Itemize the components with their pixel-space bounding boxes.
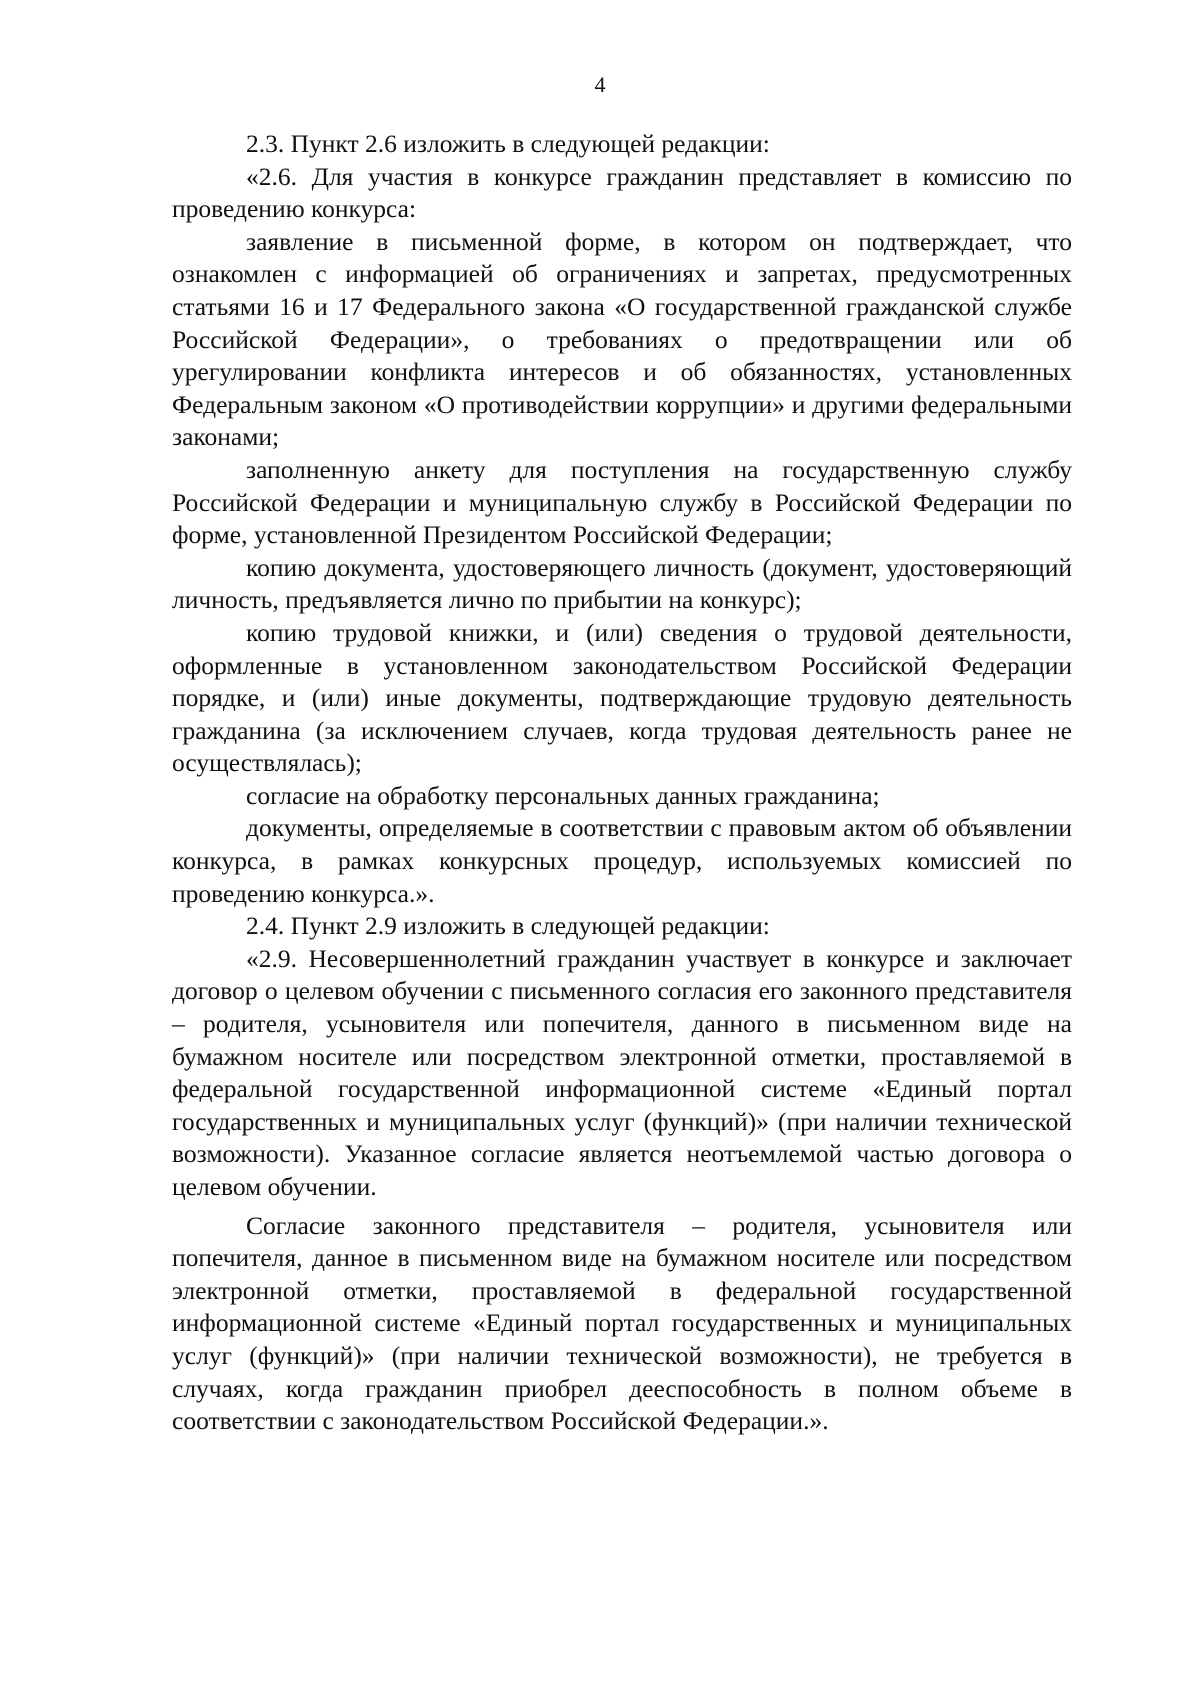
paragraph-2-3-heading: 2.3. Пункт 2.6 изложить в следующей редакции: — [246, 129, 770, 158]
paragraph-questionnaire: заполненную анкету для поступления на государственную службу Российской Федерации и муниципальную службу в Российской Федерации по форме, установленной Президентом Российской Федерации; — [172, 454, 1072, 550]
paragraph-employment-record: копию трудовой книжки, и (или) сведения о трудовой деятельности, оформленные в установленном законодательством Российской Федерации порядке, и (или) иные документы, подтверждающие трудовую деятельность гражданина (за исключением случаев, когда трудовая деятельность ранее не осуществлялась); — [172, 617, 1072, 778]
paragraph-2-9-minor-citizen: «2.9. Несовершеннолетний гражданин участвует в конкурсе и заключает договор о целевом обучении с письменного согласия его законного представителя – родителя, усыновителя или попечителя, данного в письменном виде на бумажном носителе или посредством электронной отметки, проставляемой в федеральной государственной информационной системе «Единый портал государственных и муниципальных услуг (функций)» (при наличии технической возможности). Указанное согласие является неотъемлемой частью договора о целевом обучении. — [172, 943, 1072, 1201]
paragraph-identity-document: копию документа, удостоверяющего личность (документ, удостоверяющий личность, предъявляется лично по прибытии на конкурс); — [172, 552, 1072, 615]
document-body — [172, 128, 1072, 1438]
paragraph-consent-not-required: Согласие законного представителя – родителя, усыновителя или попечителя, данное в письменном виде на бумажном носителе или посредством электронной отметки, проставляемой в федеральной государственной информационной системе «Единый портал государственных и муниципальных услуг (функций)» (при наличии технической возможности), не требуется в случаях, когда гражданин приобрел дееспособность в полном объеме в соответствии с законодательством Российской Федерации.». — [172, 1210, 1072, 1436]
paragraph-2-4-heading: 2.4. Пункт 2.9 изложить в следующей редакции: — [246, 911, 770, 941]
paragraph-other-documents: документы, определяемые в соответствии с правовым актом об объявлении конкурса, в рамках конкурсных процедур, используемых комиссией по проведению конкурса.». — [172, 813, 1072, 908]
paragraph-2-6-intro: «2.6. Для участия в конкурсе гражданин представляет в комиссию по проведению конкурса: — [172, 161, 1072, 224]
paragraph-application-statement: заявление в письменной форме, в котором он подтверждает, что ознакомлен с информацией об ограничениях и запретах, предусмотренных статьями 16 и 17 Федерального закона «О государственной гражданской службе Российской Федерации», о требованиях о предотвращении или об урегулировании конфликта интересов и об обязанностях, установленных Федеральным законом «О противодействии коррупции» и другими федеральными законами; — [172, 226, 1072, 452]
page-number: 4 — [594, 72, 606, 97]
paragraph-personal-data-consent: согласие на обработку персональных данных гражданина; — [246, 780, 880, 810]
